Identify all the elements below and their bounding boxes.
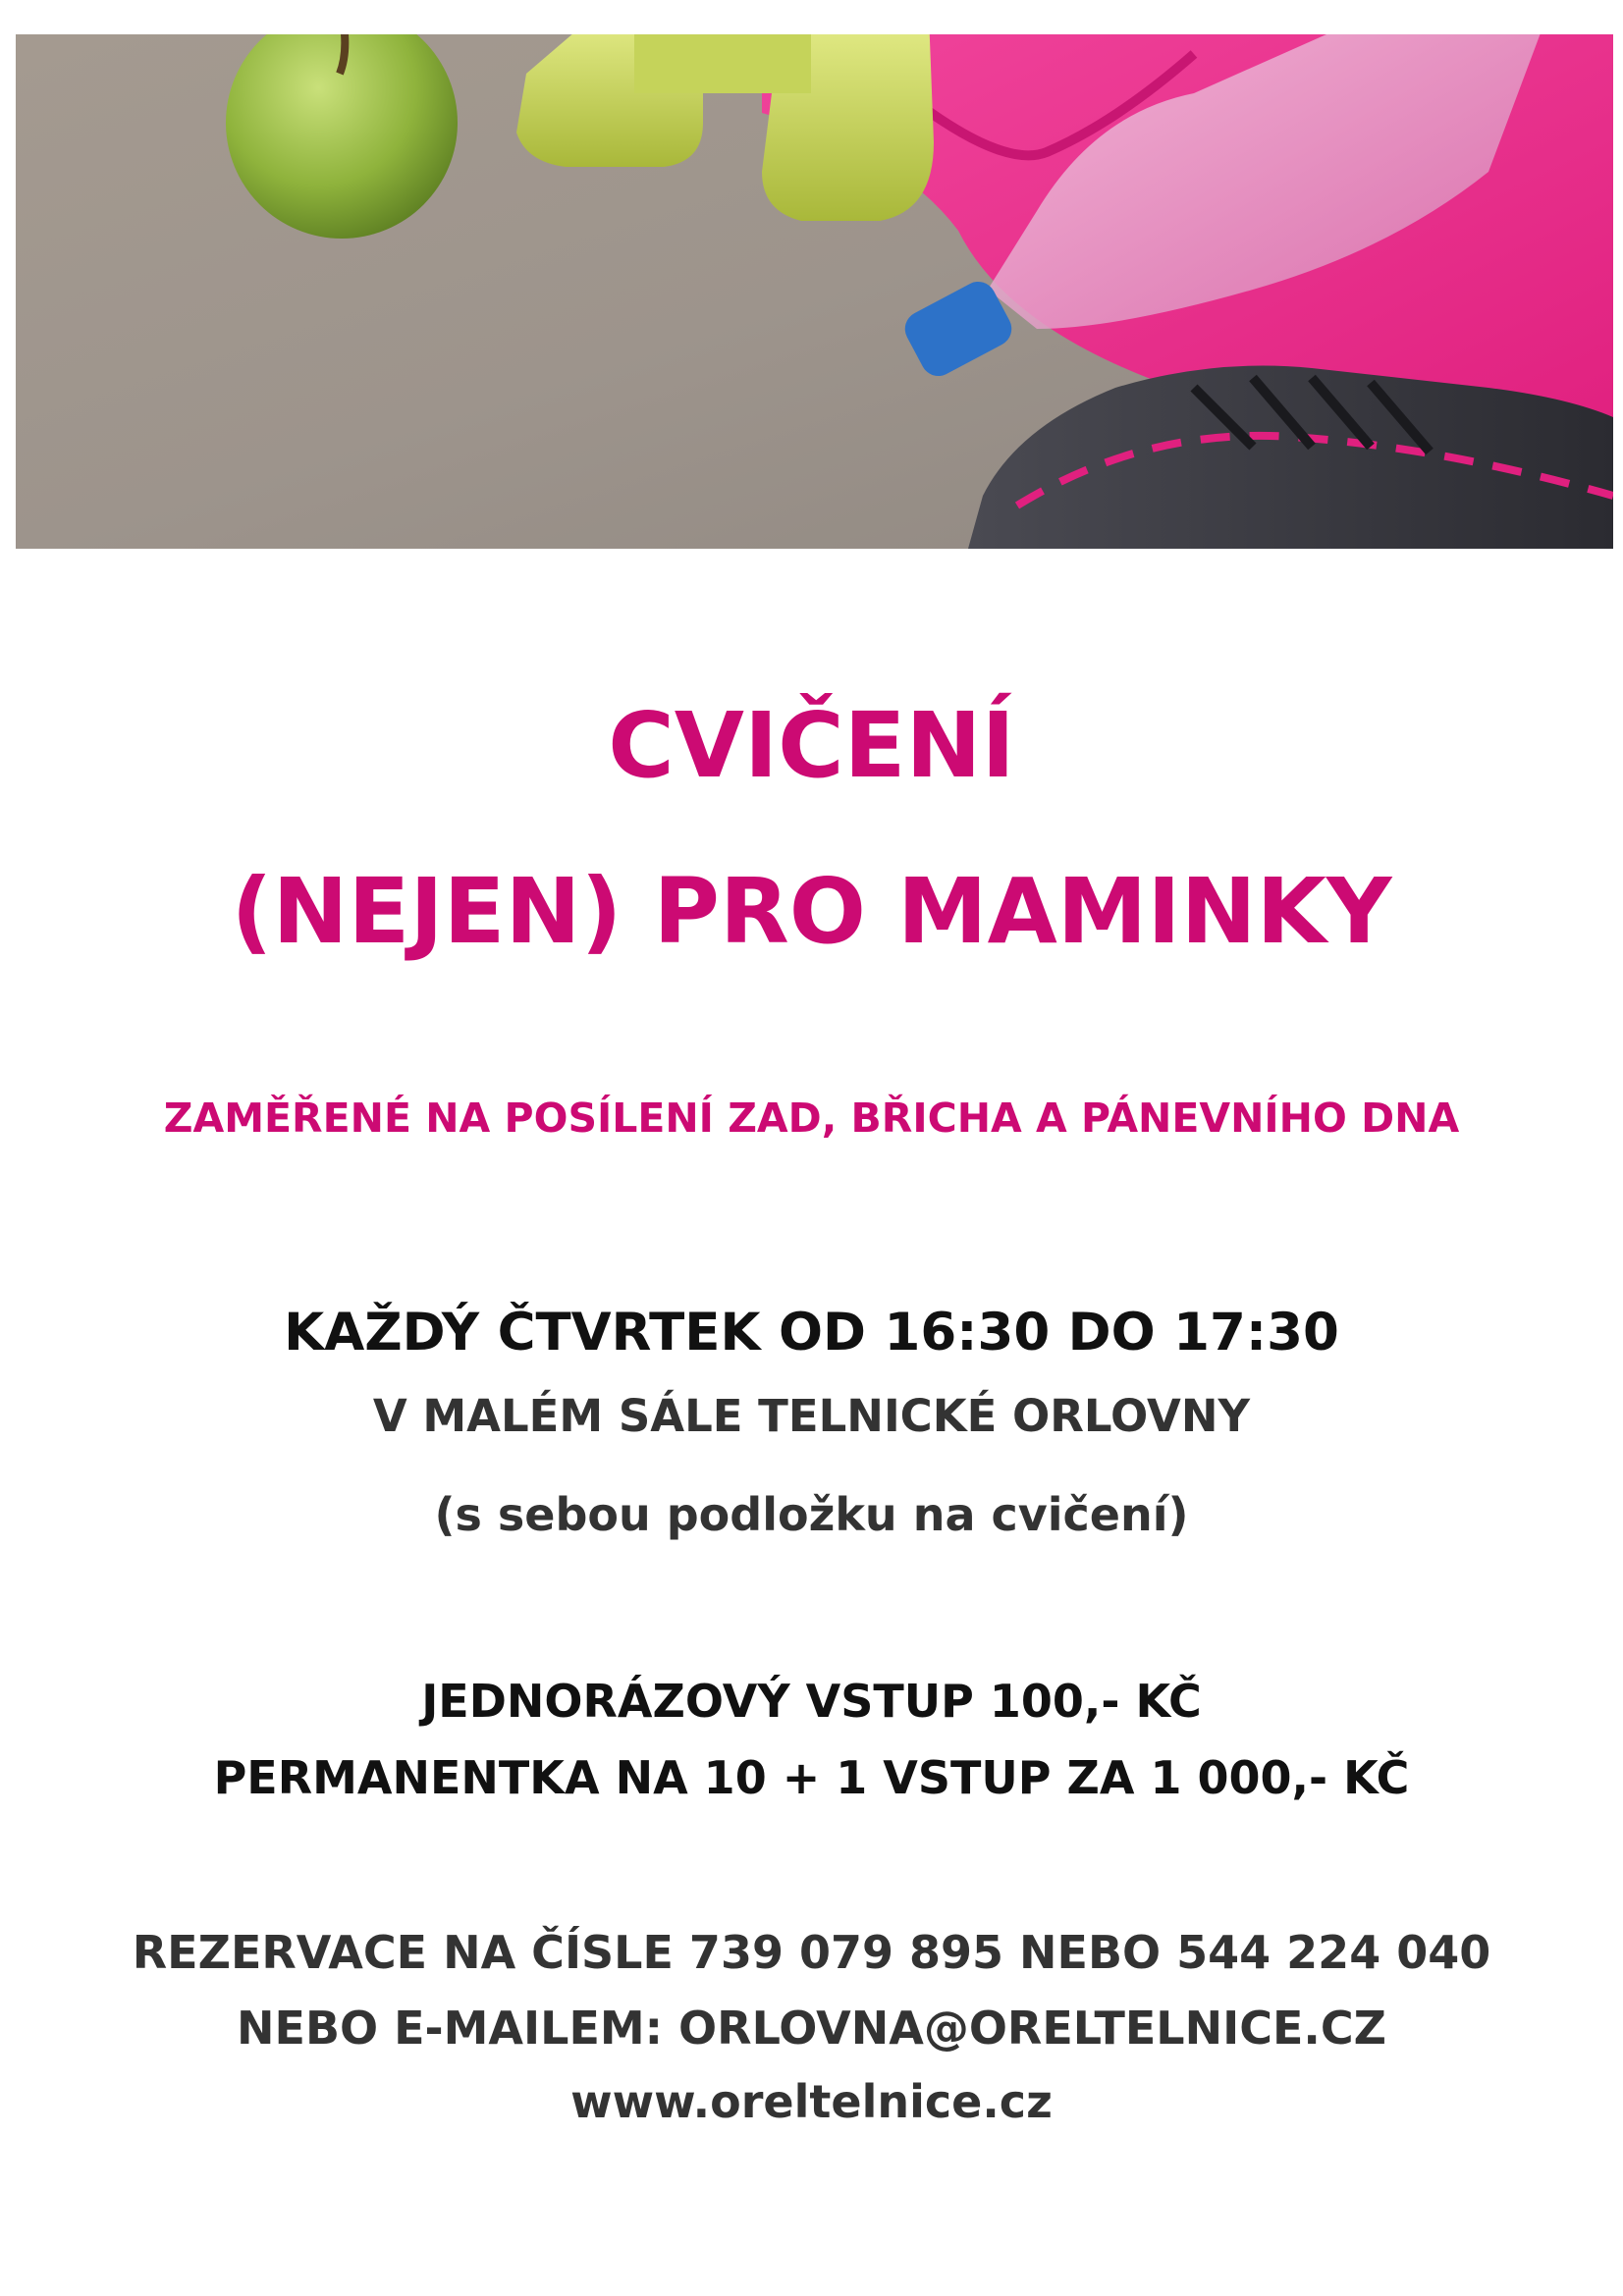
title-line-2: (NEJEN) PRO MAMINKY <box>231 859 1392 964</box>
contact-phones: REZERVACE NA ČÍSLE 739 079 895 NEBO 544 224 040 <box>132 1926 1491 1979</box>
price-pass: PERMANENTKA NA 10 + 1 VSTUP ZA 1 000,- KČ <box>213 1751 1410 1804</box>
contact-email: NEBO E-MAILEM: ORLOVNA@ORELTELNICE.CZ <box>237 2002 1386 2055</box>
hero-image <box>16 34 1613 549</box>
subtitle: ZAMĚŘENÉ NA POSÍLENÍ ZAD, BŘICHA A PÁNEVNÍHO DNA <box>163 1095 1460 1142</box>
contact-web: www.oreltelnice.cz <box>570 2075 1053 2128</box>
fitness-flatlay-image <box>16 34 1613 549</box>
schedule-note: (s sebou podložku na cvičení) <box>434 1488 1189 1541</box>
title-line-1: CVIČENÍ <box>608 693 1015 798</box>
schedule-where: V MALÉM SÁLE TELNICKÉ ORLOVNY <box>372 1390 1251 1442</box>
price-single: JEDNORÁZOVÝ VSTUP 100,- KČ <box>421 1675 1202 1728</box>
schedule-when: KAŽDÝ ČTVRTEK OD 16:30 DO 17:30 <box>284 1303 1339 1362</box>
